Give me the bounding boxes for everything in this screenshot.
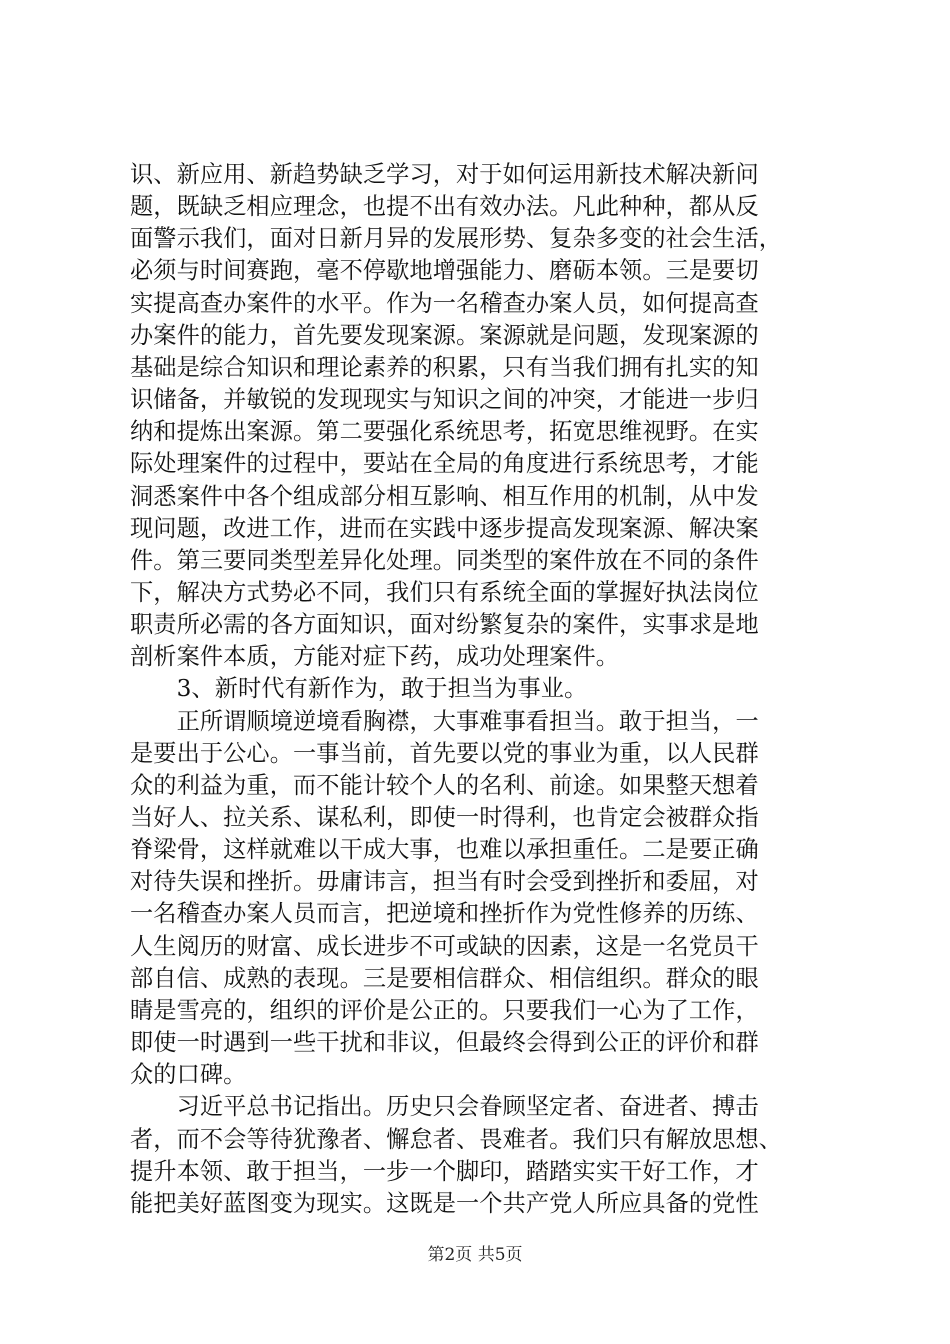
text-line: 剖析案件本质，方能对症下药，成功处理案件。 <box>130 643 620 671</box>
text-line: 众的口碑。 <box>130 1061 247 1089</box>
text-line: 部自信、成熟的表现。三是要相信群众、相信组织。群众的眼 <box>130 964 759 992</box>
text-line: 一名稽查办案人员而言，把逆境和挫折作为党性修养的历练、 <box>130 900 759 928</box>
text-line: 者，而不会等待犹豫者、懈怠者、畏难者。我们只有解放思想、 <box>130 1125 783 1153</box>
text-line: 当好人、拉关系、谋私利，即使一时得利，也肯定会被群众指 <box>130 804 759 831</box>
text-line: 必须与时间赛跑，毫不停歇地增强能力、磨砺本领。三是要切 <box>130 257 759 285</box>
text-line: 纳和提炼出案源。第二要强化系统思考，拓宽思维视野。在实 <box>130 418 759 446</box>
text-line: 基础是综合知识和理论素养的积累，只有当我们拥有扎实的知 <box>130 353 759 381</box>
text-line: 题，既缺乏相应理念，也提不出有效办法。凡此种种，都从反 <box>130 193 759 221</box>
text-line: 识储备，并敏锐的发现现实与知识之间的冲突，才能进一步归 <box>130 386 759 414</box>
text-line: 即使一时遇到一些干扰和非议，但最终会得到公正的评价和群 <box>130 1029 759 1057</box>
text-line: 际处理案件的过程中，要站在全局的角度进行系统思考，才能 <box>130 450 759 478</box>
text-line: 正所谓顺境逆境看胸襟，大事难事看担当。敢于担当，一 <box>130 707 759 735</box>
text-line: 洞悉案件中各个组成部分相互影响、相互作用的机制，从中发 <box>130 482 759 510</box>
text-line: 面警示我们，面对日新月异的发展形势、复杂多变的社会生活， <box>130 225 783 253</box>
page-footer: 第2页 共5页 <box>427 1245 523 1265</box>
text-line: 3、新时代有新作为，敢于担当为事业。 <box>130 675 588 703</box>
text-line: 是要出于公心。一事当前，首先要以党的事业为重，以人民群 <box>130 739 759 767</box>
text-line: 实提高查办案件的水平。作为一名稽查办案人员，如何提高查 <box>130 289 759 317</box>
text-line: 对待失误和挫折。毋庸讳言，担当有时会受到挫折和委屈，对 <box>130 868 759 896</box>
text-line: 下，解决方式势必不同，我们只有系统全面的掌握好执法岗位 <box>130 578 759 606</box>
text-line: 众的利益为重，而不能计较个人的名利、前途。如果整天想着 <box>130 771 759 799</box>
text-line: 办案件的能力，首先要发现案源。案源就是问题，发现案源的 <box>130 321 759 349</box>
text-line: 职责所必需的各方面知识，面对纷繁复杂的案件，实事求是地 <box>130 611 759 639</box>
text-line: 睛是雪亮的，组织的评价是公正的。只要我们一心为了工作， <box>130 996 759 1024</box>
text-line: 现问题，改进工作，进而在实践中逐步提高发现案源、解决案 <box>130 514 759 542</box>
text-line: 提升本领、敢于担当，一步一个脚印，踏踏实实干好工作，才 <box>130 1157 759 1185</box>
text-line: 识、新应用、新趋势缺乏学习，对于如何运用新技术解决新问 <box>130 161 759 188</box>
text-line: 脊梁骨，这样就难以干成大事，也难以承担重任。二是要正确 <box>130 836 759 864</box>
text-line: 人生阅历的财富、成长进步不可或缺的因素，这是一名党员干 <box>130 932 759 960</box>
text-line: 件。第三要同类型差异化处理。同类型的案件放在不同的条件 <box>130 546 759 574</box>
text-line: 能把美好蓝图变为现实。这既是一个共产党人所应具备的党性 <box>130 1189 759 1217</box>
text-line: 习近平总书记指出。历史只会眷顾坚定者、奋进者、搏击 <box>130 1093 759 1121</box>
